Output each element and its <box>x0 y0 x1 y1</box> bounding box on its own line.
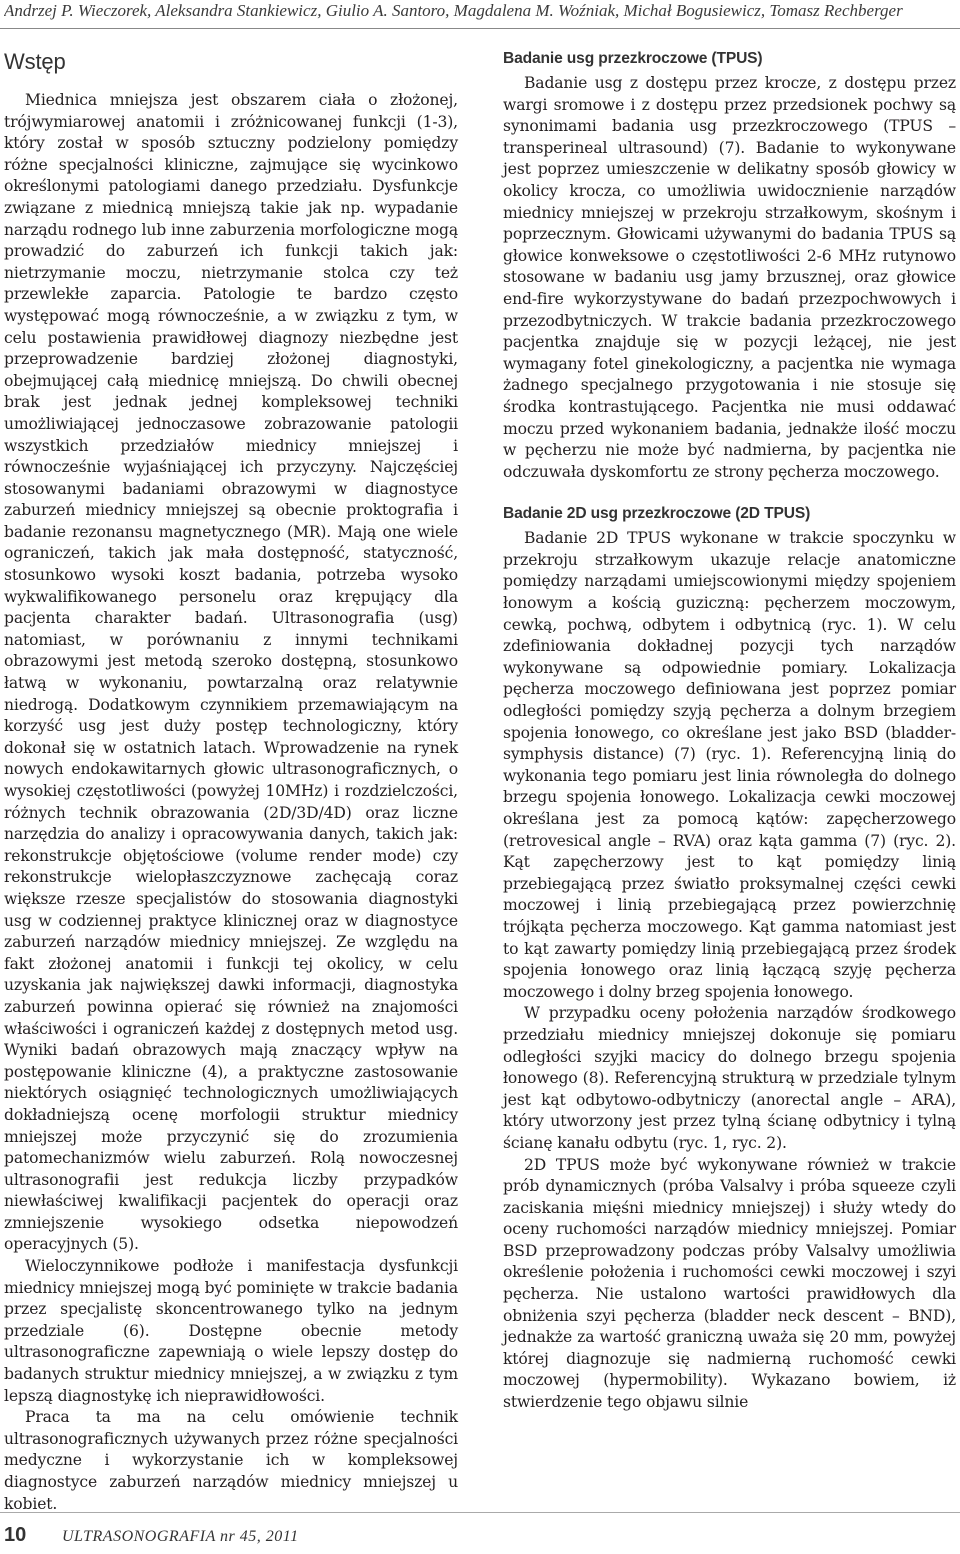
footer-divider <box>0 1512 960 1513</box>
page-number: 10 <box>4 1524 27 1546</box>
intro-paragraph-3: Praca ta ma na celu omówienie technik ultrasonograficznych używanych przez różne specjalności medyczne i wykorzystanie ich w kompleksowej diagnostyce zaburzeń narządów miednicy mniejszej u kobiet. <box>4 1408 458 1513</box>
running-head-authors: Andrzej P. Wieczorek, Aleksandra Stankiewicz, Giulio A. Santoro, Magdalena M. Woźniak, Michał Bogusiewicz, Tomasz Rechberger <box>4 1 903 20</box>
header-divider <box>0 28 960 29</box>
tpus-2d-paragraph-2: W przypadku oceny położenia narządów środkowego przedziału miednicy mniejszej dokonuje się pomiaru odległości szyjki macicy do dolnego brzegu spojenia łonowego (8). Referencyjną strukturą w przedziale tylnym jest kąt odbytowo-odbytniczy (anorectal angle – ARA), który utworzony jest przez tylną ścianę odbytnicy i tylną ścianę kanału odbytu (ryc. 1, ryc. 2). <box>503 1004 956 1152</box>
section-title: Wstęp <box>4 49 66 74</box>
left-column <box>4 48 458 1515</box>
intro-paragraph-1: Miednica mniejsza jest obszarem ciała o złożonej, trójwymiarowej anatomii i zróżnicowanej funkcji (1-3), który został w sposób sztuczny podzielony pomiędzy różne specjalności kliniczne, zajmujące się wycinkowo określonymi patologiami danego przedziału. Dysfunkcje związane z miednicą mniejszą takie jak np. wypadanie narządu rodnego lub inne zaburzenia morfologiczne mogą prowadzić do zaburzeń ich funkcji takich jak: nietrzymanie moczu, nietrzymanie stolca czy też przewlekłe zaparcia. Patologie te bardzo często występować mogą równocześnie, a w związku z tym, w celu postawienia prawidłowej diagnozy niezbędne jest przeprowadzenie bardziej złożonej diagnostyki, obejmującej całą miednicę mniejszą. Do chwili obecnej brak jest jednak jednej kompleksowej techniki umożliwiającej jednoczasowe zobrazowanie patologii wszystkich przedziałów miednicy mniejszej i równocześnie wyjaśniającej ich przyczyny. Najczęściej stosowanymi badaniami obrazowymi w diagnostyce zaburzeń miednicy mniejszej są obecnie proktografia i badanie rezonansu magnetycznego (MR). Mają one wiele ograniczeń, takich jak mała dostępność, statyczność, stosunkowo wysoki koszt badania, potrzeba wysoko wykwalifikowanego personelu oraz krępujący dla pacjenta charakter badań. Ultrasonografia (usg) natomiast, w porównaniu z innymi technikami obrazowymi jest metodą szeroko dostępną, stosunkowo łatwą w wykonaniu, powtarzalną oraz relatywnie niedrogą. Dodatkowym czynnikiem przemawiającym na korzyść usg jest duży postęp technologiczny, który dokonał się w ostatnich latach. Wprowadzenie na rynek nowych endokawitarnych głowic ultrasonograficznych, o wysokiej częstotliwości (powyżej 10MHz) i rozdzielczości, różnych technik obrazowania (2D/3D/4D) oraz liczne narzędzia do analizy i opracowywania danych, takich jak: rekonstrukcje objętościowe (volume render mode) czy rekonstrukcje wielopłaszczyznowe zachęcają coraz większe rzesze specjalistów do stosowania diagnostyki usg w codziennej praktyce klinicznej oraz w diagnostyce zaburzeń narządów miednicy mniejszej. Ze względu na fakt złożonej anatomii i funkcji tej okolicy, w celu uzyskania jak największej dawki informacji, diagnostyka zaburzeń powinna opierać się również na znajomości właściwości i ograniczeń każdej z dostępnych metod usg. Wyniki badań obrazowych mają znaczący wpływ na postępowanie kliniczne (4), a praktyczne zastosowanie niektórych osiągnięć technologicznych umożliwiających dokładniejszą ocenę morfologii struktur miednicy mniejszej może przyczynić się do zrozumienia patomechanizmów wielu zaburzeń. Rolą nowoczesnej ultrasonografii jest redukcja liczby przypadków niewłaściwej kwalifikacji pacjentek do operacji oraz zmniejszenie wysokiego odsetka niepowodzeń operacyjnych (5). <box>4 91 458 1254</box>
tpus-2d-paragraph-3: 2D TPUS może być wykonywane również w trakcie prób dynamicznych (próba Valsalvy i próba squeeze czyli zaciskania mięśni miednicy mniejszej) i służy wtedy do oceny ruchomości narządów miednicy mniejszej. Pomiar BSD przeprowadzony podczas próby Valsalvy umożliwia określenie położenia i ruchomości cewki moczowej i szyi pęcherza. Nie ustalono wartości prawidłowych dla obniżenia szyi pęcherza (bladder neck descent – BND), jednakże za wartość graniczną uważa się 20 mm, powyżej której diagnozuje się nadmierną ruchomość cewki moczowej (hypermobility). Wykazano bowiem, iż stwierdzenie tego objawu silnie <box>503 1155 956 1412</box>
tpus-2d-heading: Badanie 2D usg przezkroczowe (2D TPUS) <box>503 505 811 523</box>
tpus-heading: Badanie usg przezkroczowe (TPUS) <box>503 50 763 67</box>
tpus-paragraph: Badanie usg z dostępu przez krocze, z dostępu przez wargi sromowe i z dostępu przez przedsionek pochwy są synonimami badania usg przezkroczowego (TPUS – transperineal ultrasound) (7). Badanie to wykonywane jest poprzez umieszczenie w delikatny sposób głowicy w okolicy krocza, co umożliwia uwidocznienie narządów miednicy mniejszej w przekroju strzałkowym, skośnym i poprzecznym. Głowicami używanymi do badania TPUS są głowice konweksowe o częstotliwości 2-6 MHz rutynowo stosowane w badaniu usg jamy brzusznej, oraz głowice end-fire wykorzystywane do badań przezpochwowych i przezodbytniczych. W trakcie badania przezkroczowego pacjentka znajduje się w pozycji leżącej, nie jest wymagany fotel ginekologiczny, a pacjentka nie wymaga żadnego specjalnego przygotowania i nie stosuje się środka kontrastującego. Pacjentka nie musi oddawać moczu przed wykonaniem badania, jednakże ilość moczu w pęcherzu nie może być nadmierna, by pacjentka nie odczuwała dyskomfortu ze strony pęcherza moczowego. <box>503 74 956 481</box>
right-column <box>503 48 956 1414</box>
intro-paragraph-2: Wieloczynnikowe podłoże i manifestacja dysfunkcji miednicy mniejszej mogą być pominięte w trakcie badania przez specjalistę skoncentrowanego tylko na jednym przedziale (6). Dostępne obecnie metody ultrasonograficzne zapewniają o wiele lepszy dostęp do badanych struktur miednicy mniejszej, a w związku z tym lepszą diagnostykę ich nieprawidłowości. <box>4 1257 458 1405</box>
journal-name: ULTRASONOGRAFIA nr 45, 2011 <box>62 1528 299 1545</box>
tpus-2d-paragraph-1: Badanie 2D TPUS wykonane w trakcie spoczynku w przekroju strzałkowym ukazuje relacje anatomiczne pomiędzy narządami umiejscowionymi między spojeniem łonowym a kością guziczną: pęcherzem moczowym, cewką, pochwą, odbytem i odbytnicą (ryc. 1). W celu zdefiniowania dokładnej pozycji tych narządów wykonywane są odpowiednie pomiary. Lokalizacja pęcherza moczowego definiowana jest poprzez pomiar odległości pomiędzy szyją pęcherza a dolnym brzegiem spojenia łonowego, co określane jest jako BSD (bladder-symphysis distance) (7) (ryc. 1). Referencyjną linią do wykonania tego pomiaru jest linia równoległa do dolnego brzegu spojenia łonowego. Lokalizacja cewki moczowej określana jest za pomocą kątów: zapęcherzowego (retrovesical angle – RVA) oraz kąta gamma (7) (ryc. 2). Kąt zapęcherzowy jest to kąt pomiędzy linią przebiegającą przez światło proksymalnej części cewki moczowej i linią przebiegającą przez powierzchnię trójkąta pęcherza moczowego. Kąt gamma natomiast jest to kąt zawarty pomiędzy linią przebiegającą przez środek spojenia łonowego oraz linią łączącą szyję pęcherza moczowego i dolny brzeg spojenia łonowego. <box>503 529 956 1001</box>
